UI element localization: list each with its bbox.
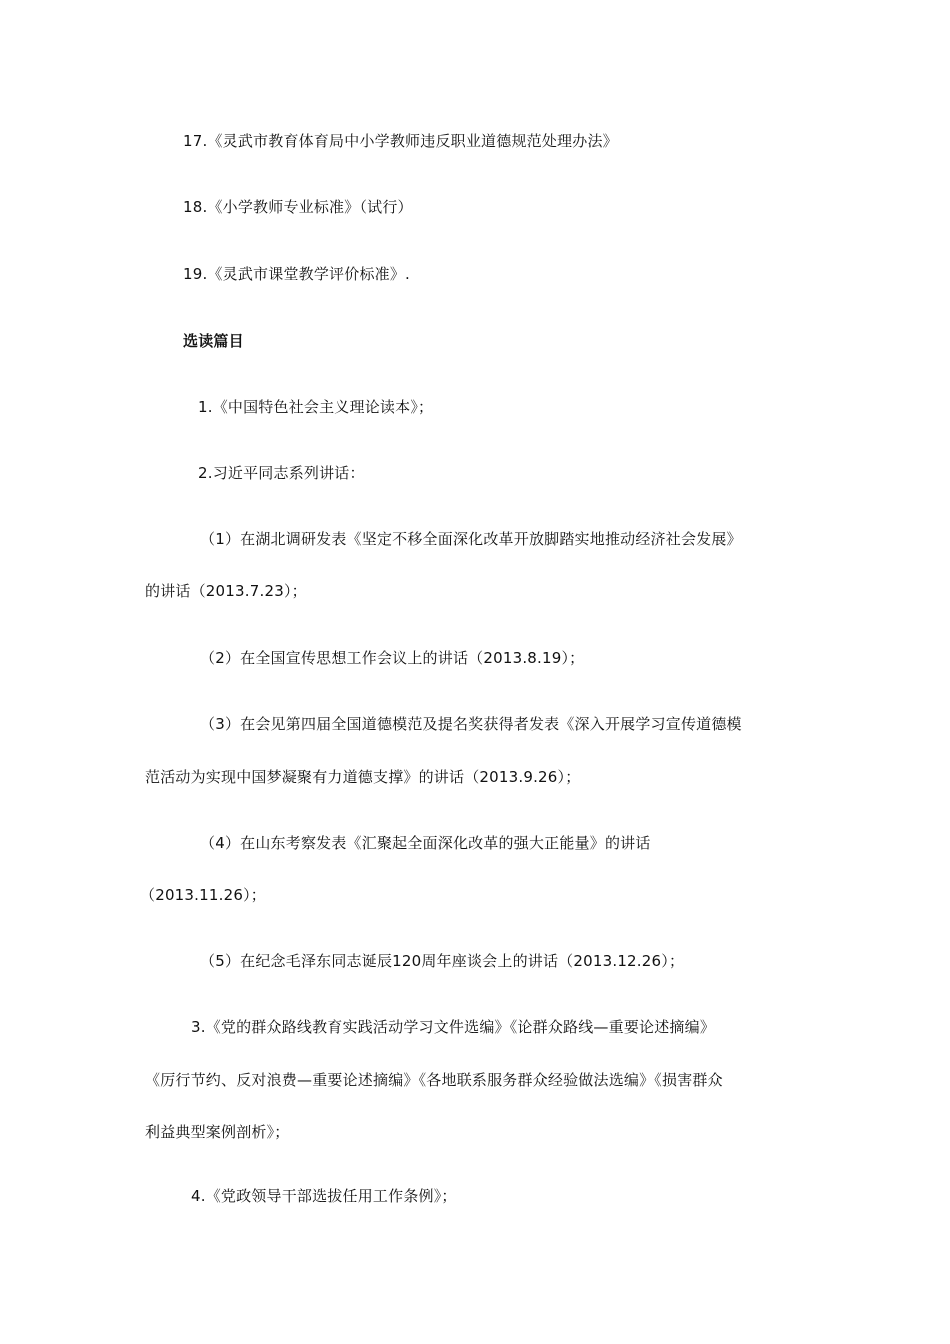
speech-item-2: （2）在全国宣传思想工作会议上的讲话（2013.8.19）；	[200, 649, 585, 667]
speech-item-1-line-1: （1）在湖北调研发表《坚定不移全面深化改革开放脚踏实地推动经济社会发展》	[200, 530, 742, 548]
speech-item-3-line-2: 范活动为实现中国梦凝聚有力道德支撑》的讲话（2013.9.26）；	[145, 768, 581, 786]
optional-item-2: 2.习近平同志系列讲话：	[198, 464, 365, 482]
speech-item-4-line-2: （2013.11.26）；	[140, 886, 266, 904]
reading-item-17: 17.《灵武市教育体育局中小学教师违反职业道德规范处理办法》	[183, 132, 618, 150]
optional-item-1: 1.《中国特色社会主义理论读本》；	[198, 398, 434, 416]
reading-item-19: 19.《灵武市课堂教学评价标准》.	[183, 265, 411, 283]
speech-item-4-line-1: （4）在山东考察发表《汇聚起全面深化改革的强大正能量》的讲话	[200, 834, 651, 852]
optional-item-4: 4.《党政领导干部选拔任用工作条例》；	[191, 1187, 457, 1205]
speech-item-1-line-2: 的讲话（2013.7.23）；	[145, 582, 307, 600]
optional-item-3-line-2: 《厉行节约、反对浪费—重要论述摘编》《各地联系服务群众经验做法选编》《损害群众	[145, 1071, 723, 1089]
optional-item-3-line-3: 利益典型案例剖析》；	[145, 1123, 290, 1141]
reading-item-18: 18.《小学教师专业标准》（试行）	[183, 198, 413, 216]
section-heading-optional-reading: 选读篇目	[183, 332, 244, 350]
optional-item-3-line-1: 3.《党的群众路线教育实践活动学习文件选编》《论群众路线—重要论述摘编》	[191, 1018, 716, 1036]
speech-item-5: （5）在纪念毛泽东同志诞辰120周年座谈会上的讲话（2013.12.26）；	[200, 952, 685, 970]
speech-item-3-line-1: （3）在会见第四届全国道德模范及提名奖获得者发表《深入开展学习宣传道德模	[200, 715, 742, 733]
